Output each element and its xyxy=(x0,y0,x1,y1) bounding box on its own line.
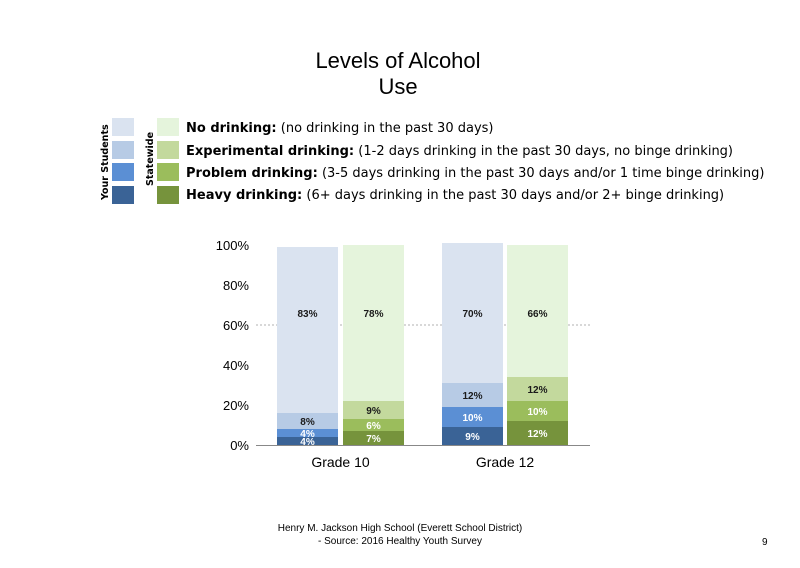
footer-school: Henry M. Jackson High School (Everett School District) xyxy=(277,523,523,534)
data-label: 4% xyxy=(300,437,315,448)
data-label: 6% xyxy=(366,421,381,432)
y-tick-label: 40% xyxy=(222,358,249,373)
legend-item-heavy: Heavy drinking: (6+ days drinking in the past 30 days and/or 2+ binge drinking) xyxy=(186,188,725,203)
legend-item-experimental: Experimental drinking: (1-2 days drinking in the past 30 days, no binge drinking) xyxy=(186,144,734,159)
footer xyxy=(250,522,550,548)
bar-segment xyxy=(277,247,338,413)
legend-statewide-label: Statewide xyxy=(145,131,156,186)
data-label: 12% xyxy=(527,385,548,396)
data-label: 70% xyxy=(462,309,483,320)
data-label: 83% xyxy=(297,309,318,320)
y-tick-label: 100% xyxy=(215,238,249,253)
x-category-label: Grade 12 xyxy=(475,454,535,470)
data-label: 78% xyxy=(363,309,384,320)
data-label: 12% xyxy=(462,391,483,402)
title-line-1: Levels of Alcohol xyxy=(315,48,481,73)
y-tick-label: 80% xyxy=(222,278,249,293)
x-category-label: Grade 10 xyxy=(311,454,370,470)
data-label: 8% xyxy=(300,417,315,428)
data-label: 10% xyxy=(462,413,483,424)
y-tick-label: 20% xyxy=(222,398,249,413)
legend-item-no-drinking: No drinking: (no drinking in the past 30 days) xyxy=(186,121,494,136)
legend-item-problem: Problem drinking: (3-5 days drinking in the past 30 days and/or 1 time binge drinking) xyxy=(186,166,765,181)
bar-segment xyxy=(343,245,404,401)
data-label: 4% xyxy=(300,429,315,440)
page-number: 9 xyxy=(762,537,768,548)
legend-your-students-label: Your Students xyxy=(100,124,111,200)
footer-source: - Source: 2016 Healthy Youth Survey xyxy=(318,536,482,547)
data-label: 10% xyxy=(527,407,548,418)
title-line-2: Use xyxy=(378,74,418,99)
data-label: 12% xyxy=(527,429,548,440)
data-label: 66% xyxy=(527,309,548,320)
data-label: 7% xyxy=(366,434,381,445)
y-tick-label: 0% xyxy=(230,438,249,453)
data-label: 9% xyxy=(366,406,381,417)
data-label: 9% xyxy=(465,432,480,443)
y-tick-label: 60% xyxy=(222,318,249,333)
